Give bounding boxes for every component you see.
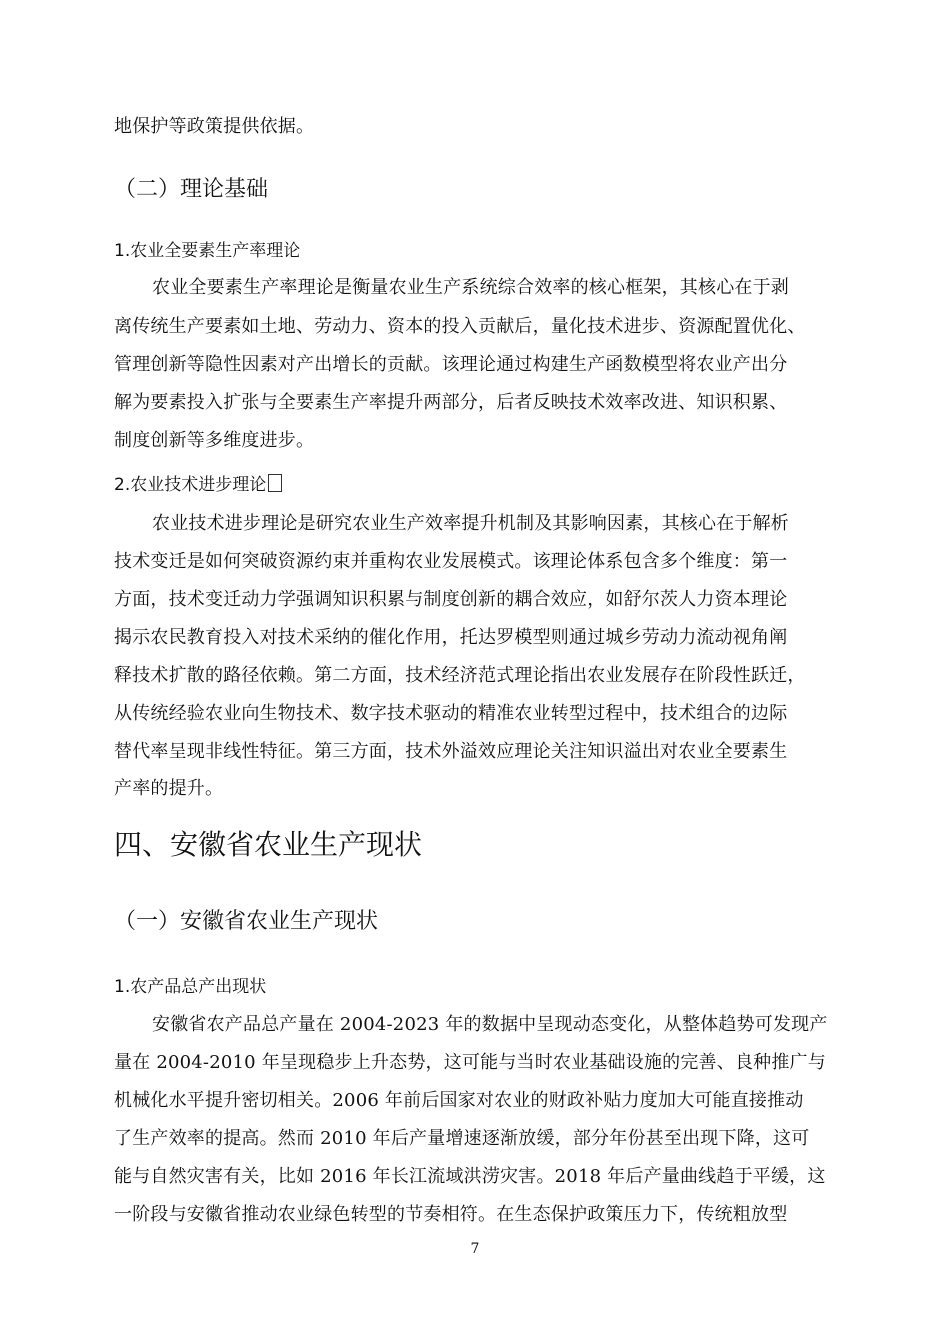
- paragraph-line: 解为要素投入扩张与全要素生产率提升两部分，后者反映技术效率改进、知识积累、: [114, 392, 788, 413]
- paragraph-line: 机械化水平提升密切相关。2006 年前后国家对农业的财政补贴力度加大可能直接推动: [114, 1090, 804, 1111]
- paragraph-line: 能与自然灾害有关，比如 2016 年长江流域洪涝灾害。2018 年后产量曲线趋于平缓，这: [114, 1166, 826, 1187]
- paragraph-line: 从传统经验农业向生物技术、数字技术驱动的精准农业转型过程中，技术组合的边际: [114, 703, 788, 724]
- subheading-tech-progress-theory: [114, 474, 282, 496]
- paragraph-line: 离传统生产要素如土地、劳动力、资本的投入贡献后，量化技术进步、资源配置优化、: [114, 316, 806, 337]
- paragraph-line: 释技术扩散的路径依赖。第二方面，技术经济范式理论指出农业发展存在阶段性跃迁，: [114, 665, 806, 686]
- subheading-output-status: 1.农产品总产出现状: [114, 977, 267, 997]
- paragraph-line: 揭示农民教育投入对技术采纳的催化作用，托达罗模型则通过城乡劳动力流动视角阐: [114, 627, 788, 648]
- page-number: 7: [470, 1241, 480, 1257]
- intro-line: 地保护等政策提供依据。: [114, 116, 315, 137]
- section-heading-theory: （二）理论基础: [114, 177, 269, 202]
- paragraph-line: 量在 2004-2010 年呈现稳步上升态势，这可能与当时农业基础设施的完善、良种推广与: [114, 1052, 826, 1073]
- paragraph-line: 农业全要素生产率理论是衡量农业生产系统综合效率的核心框架，其核心在于剥: [152, 277, 789, 298]
- paragraph-line: 管理创新等隐性因素对产出增长的贡献。该理论通过构建生产函数模型将农业产出分: [114, 354, 788, 375]
- section-heading-status: （一）安徽省农业生产现状: [114, 909, 379, 934]
- paragraph-line: 产率的提升。: [114, 778, 224, 799]
- paragraph-line: 一阶段与安徽省推动农业绿色转型的节奏相符。在生态保护政策压力下，传统粗放型: [114, 1204, 788, 1225]
- paragraph-line: 制度创新等多维度进步。: [114, 430, 315, 451]
- chapter-heading: 四、安徽省农业生产现状: [114, 828, 423, 861]
- paragraph-line: 替代率呈现非线性特征。第三方面，技术外溢效应理论关注知识溢出对农业全要素生: [114, 741, 788, 762]
- paragraph-line: 方面，技术变迁动力学强调知识积累与制度创新的耦合效应，如舒尔茨人力资本理论: [114, 589, 788, 610]
- paragraph-line: 了生产效率的提高。然而 2010 年后产量增速逐渐放缓，部分年份甚至出现下降，这可: [114, 1128, 810, 1149]
- missing-glyph-box: [268, 474, 282, 492]
- subheading-tfp-theory: 1.农业全要素生产率理论: [114, 241, 301, 261]
- paragraph-line: 农业技术进步理论是研究农业生产效率提升机制及其影响因素，其核心在于解析: [152, 513, 789, 534]
- paragraph-line: 安徽省农产品总产量在 2004-2023 年的数据中呈现动态变化，从整体趋势可发现产: [152, 1014, 828, 1035]
- paragraph-line: 技术变迁是如何突破资源约束并重构农业发展模式。该理论体系包含多个维度：第一: [114, 551, 788, 572]
- subheading-text: 2.农业技术进步理论: [114, 475, 267, 495]
